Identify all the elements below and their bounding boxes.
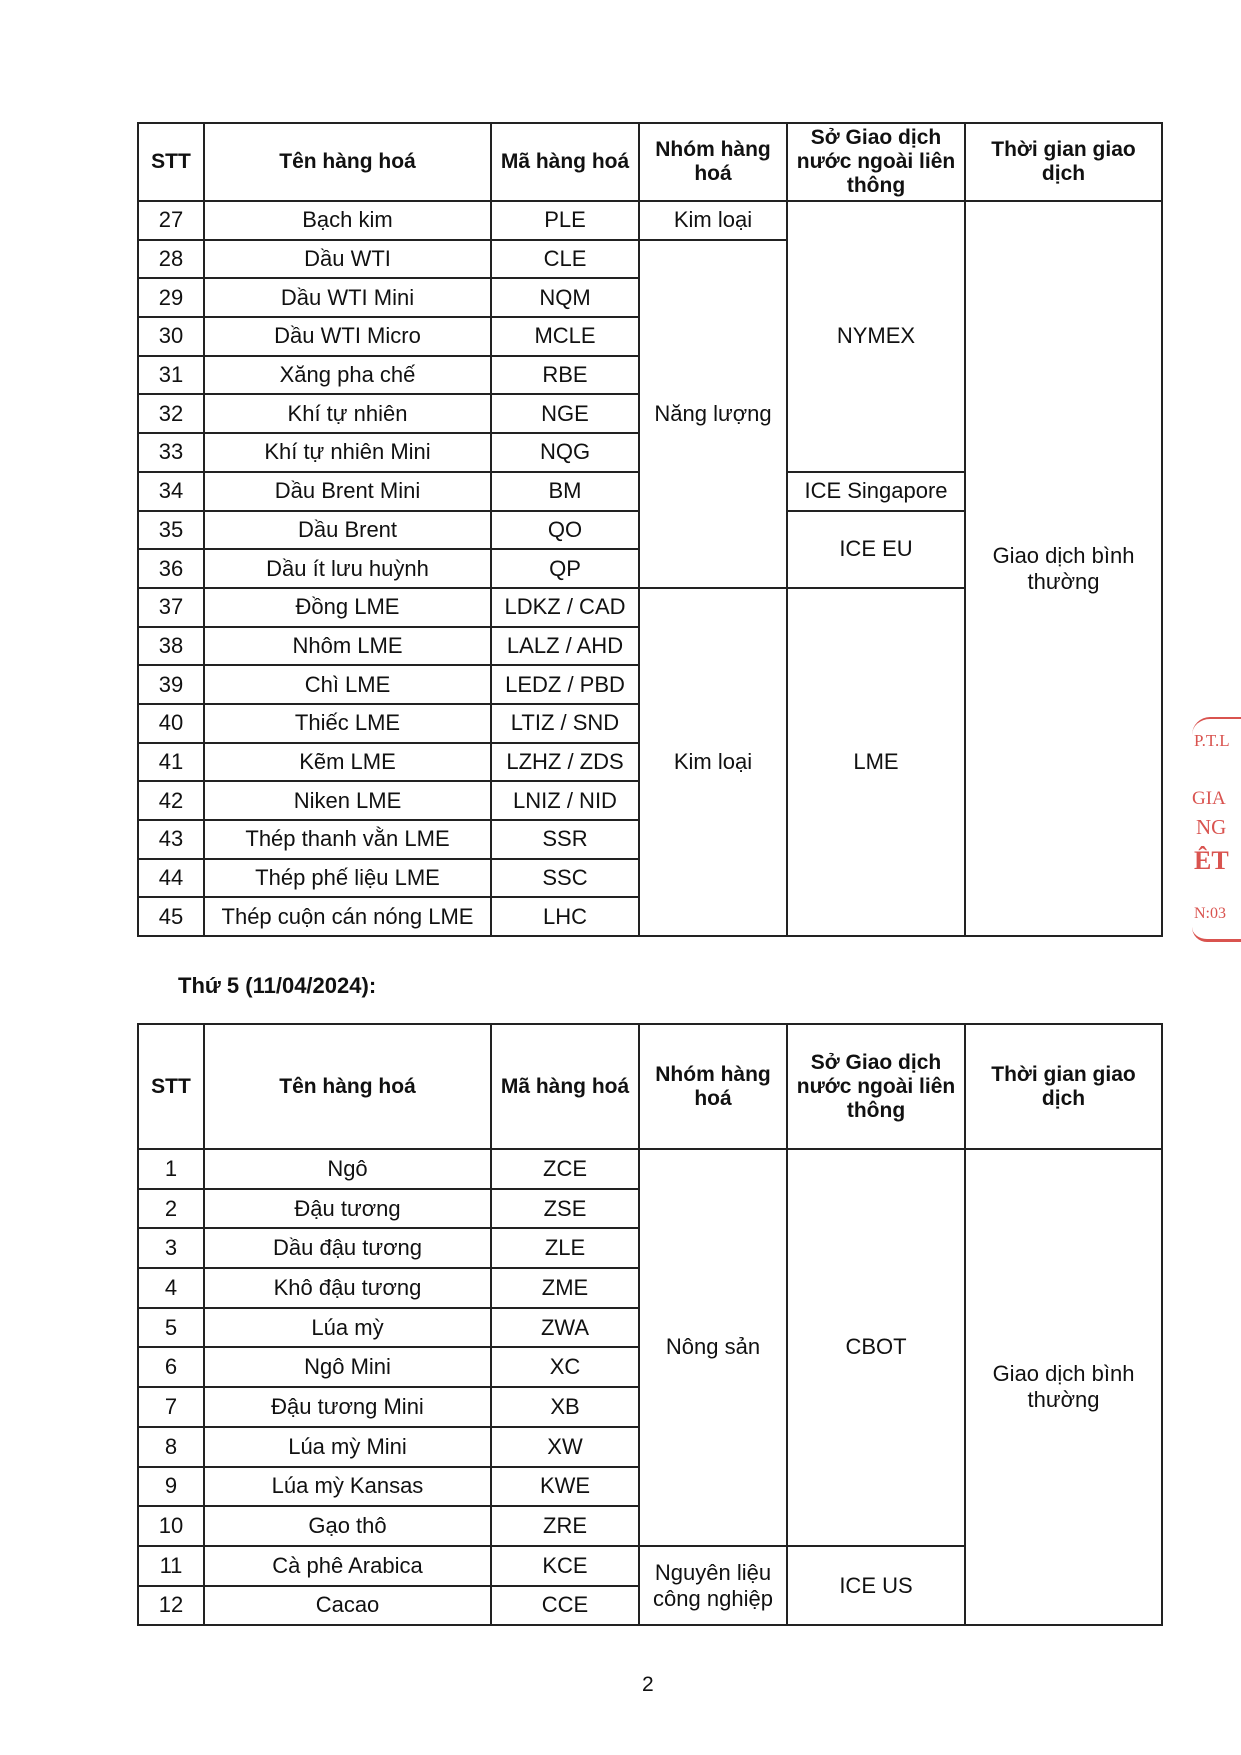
cell-code: LNIZ / NID <box>491 781 639 820</box>
cell-stt: 34 <box>138 472 204 511</box>
section-heading: Thứ 5 (11/04/2024): <box>178 973 377 998</box>
cell-code: NGE <box>491 394 639 433</box>
cell-stt: 1 <box>138 1149 204 1189</box>
cell-stt: 29 <box>138 278 204 317</box>
cell-name: Dầu WTI <box>204 240 491 279</box>
cell-exchange: CBOT <box>787 1149 965 1546</box>
cell-code: BM <box>491 472 639 511</box>
page-number: 2 <box>642 1673 654 1696</box>
cell-code: XW <box>491 1427 639 1467</box>
cell-stt: 7 <box>138 1387 204 1427</box>
cell-code: QO <box>491 511 639 550</box>
cell-name: Dầu Brent <box>204 511 491 550</box>
header-group: Nhóm hàng hoá <box>639 1024 787 1149</box>
header-group: Nhóm hàng hoá <box>639 123 787 201</box>
cell-code: CLE <box>491 240 639 279</box>
cell-name: Nhôm LME <box>204 627 491 666</box>
cell-code: LTIZ / SND <box>491 704 639 743</box>
cell-code: NQM <box>491 278 639 317</box>
red-stamp <box>1190 715 1241 945</box>
cell-name: Thép cuộn cán nóng LME <box>204 897 491 936</box>
cell-code: SSC <box>491 859 639 898</box>
cell-stt: 38 <box>138 627 204 666</box>
cell-group: Nông sản <box>639 1149 787 1546</box>
cell-time: Giao dịch bình thường <box>965 201 1162 936</box>
cell-name: Dầu WTI Mini <box>204 278 491 317</box>
cell-stt: 33 <box>138 433 204 472</box>
cell-name: Thép thanh vằn LME <box>204 820 491 859</box>
cell-stt: 2 <box>138 1189 204 1229</box>
cell-stt: 10 <box>138 1506 204 1546</box>
cell-name: Đậu tương <box>204 1189 491 1229</box>
cell-code: SSR <box>491 820 639 859</box>
table-row <box>138 1149 1162 1189</box>
cell-name: Gạo thô <box>204 1506 491 1546</box>
cell-group: Kim loại <box>639 588 787 936</box>
cell-stt: 31 <box>138 356 204 395</box>
cell-code: NQG <box>491 433 639 472</box>
cell-name: Dầu đậu tương <box>204 1228 491 1268</box>
cell-name: Thép phế liệu LME <box>204 859 491 898</box>
cell-name: Thiếc LME <box>204 704 491 743</box>
cell-code: LALZ / AHD <box>491 627 639 666</box>
cell-group: Năng lượng <box>639 240 787 588</box>
header-code: Mã hàng hoá <box>491 1024 639 1149</box>
cell-stt: 36 <box>138 549 204 588</box>
cell-name: Lúa mỳ Mini <box>204 1427 491 1467</box>
cell-code: LDKZ / CAD <box>491 588 639 627</box>
header-code: Mã hàng hoá <box>491 123 639 201</box>
stamp-arc <box>1192 927 1241 942</box>
cell-code: KCE <box>491 1546 639 1586</box>
cell-name: Kẽm LME <box>204 743 491 782</box>
cell-code: MCLE <box>491 317 639 356</box>
cell-stt: 6 <box>138 1347 204 1387</box>
cell-code: XB <box>491 1387 639 1427</box>
header-stt: STT <box>138 1024 204 1149</box>
header-name: Tên hàng hoá <box>204 123 491 201</box>
cell-exchange: ICE US <box>787 1546 965 1625</box>
cell-name: Lúa mỳ Kansas <box>204 1467 491 1507</box>
cell-stt: 32 <box>138 394 204 433</box>
cell-code: LHC <box>491 897 639 936</box>
table-header-row <box>138 1024 1162 1149</box>
cell-time: Giao dịch bình thường <box>965 1149 1162 1625</box>
cell-code: QP <box>491 549 639 588</box>
cell-code: XC <box>491 1347 639 1387</box>
cell-stt: 39 <box>138 665 204 704</box>
cell-stt: 45 <box>138 897 204 936</box>
cell-stt: 43 <box>138 820 204 859</box>
cell-stt: 40 <box>138 704 204 743</box>
cell-name: Đồng LME <box>204 588 491 627</box>
cell-code: PLE <box>491 201 639 240</box>
commodity-table-1 <box>137 122 1163 937</box>
cell-stt: 28 <box>138 240 204 279</box>
header-time: Thời gian giao dịch <box>965 1024 1162 1149</box>
stamp-text: N:03 <box>1194 905 1226 922</box>
cell-code: ZCE <box>491 1149 639 1189</box>
cell-stt: 41 <box>138 743 204 782</box>
cell-exchange: NYMEX <box>787 201 965 472</box>
cell-name: Lúa mỳ <box>204 1308 491 1348</box>
cell-name: Ngô Mini <box>204 1347 491 1387</box>
cell-code: LZHZ / ZDS <box>491 743 639 782</box>
cell-name: Dầu WTI Micro <box>204 317 491 356</box>
cell-code: KWE <box>491 1467 639 1507</box>
stamp-text: ÊT <box>1194 846 1229 875</box>
cell-name: Bạch kim <box>204 201 491 240</box>
cell-code: ZME <box>491 1268 639 1308</box>
stamp-text: P.T.L <box>1194 731 1230 750</box>
cell-name: Khí tự nhiên <box>204 394 491 433</box>
cell-exchange: ICE Singapore <box>787 472 965 511</box>
cell-stt: 5 <box>138 1308 204 1348</box>
cell-code: ZWA <box>491 1308 639 1348</box>
commodity-table-2 <box>137 1023 1163 1626</box>
cell-code: ZRE <box>491 1506 639 1546</box>
table-header-row <box>138 123 1162 201</box>
cell-name: Đậu tương Mini <box>204 1387 491 1427</box>
header-stt: STT <box>138 123 204 201</box>
cell-name: Xăng pha chế <box>204 356 491 395</box>
stamp-text: NG <box>1196 815 1227 839</box>
cell-stt: 8 <box>138 1427 204 1467</box>
cell-name: Dầu Brent Mini <box>204 472 491 511</box>
cell-code: ZLE <box>491 1228 639 1268</box>
cell-name: Ngô <box>204 1149 491 1189</box>
cell-stt: 12 <box>138 1586 204 1626</box>
cell-name: Niken LME <box>204 781 491 820</box>
cell-group: Nguyên liệu công nghiệp <box>639 1546 787 1625</box>
cell-name: Khí tự nhiên Mini <box>204 433 491 472</box>
cell-name: Cacao <box>204 1586 491 1626</box>
cell-exchange: ICE EU <box>787 511 965 588</box>
cell-stt: 3 <box>138 1228 204 1268</box>
cell-name: Chì LME <box>204 665 491 704</box>
cell-code: CCE <box>491 1586 639 1626</box>
cell-stt: 42 <box>138 781 204 820</box>
cell-group: Kim loại <box>639 201 787 240</box>
cell-stt: 30 <box>138 317 204 356</box>
cell-stt: 35 <box>138 511 204 550</box>
cell-exchange: LME <box>787 588 965 936</box>
header-exchange: Sở Giao dịch nước ngoài liên thông <box>787 123 965 201</box>
table-row <box>138 201 1162 240</box>
header-time: Thời gian giao dịch <box>965 123 1162 201</box>
header-name: Tên hàng hoá <box>204 1024 491 1149</box>
cell-name: Khô đậu tương <box>204 1268 491 1308</box>
header-exchange: Sở Giao dịch nước ngoài liên thông <box>787 1024 965 1149</box>
cell-stt: 37 <box>138 588 204 627</box>
cell-stt: 44 <box>138 859 204 898</box>
cell-stt: 11 <box>138 1546 204 1586</box>
cell-stt: 9 <box>138 1467 204 1507</box>
cell-name: Dầu ít lưu huỳnh <box>204 549 491 588</box>
cell-name: Cà phê Arabica <box>204 1546 491 1586</box>
cell-stt: 27 <box>138 201 204 240</box>
cell-code: RBE <box>491 356 639 395</box>
cell-code: LEDZ / PBD <box>491 665 639 704</box>
cell-code: ZSE <box>491 1189 639 1229</box>
cell-stt: 4 <box>138 1268 204 1308</box>
stamp-text: GIA <box>1192 788 1226 809</box>
